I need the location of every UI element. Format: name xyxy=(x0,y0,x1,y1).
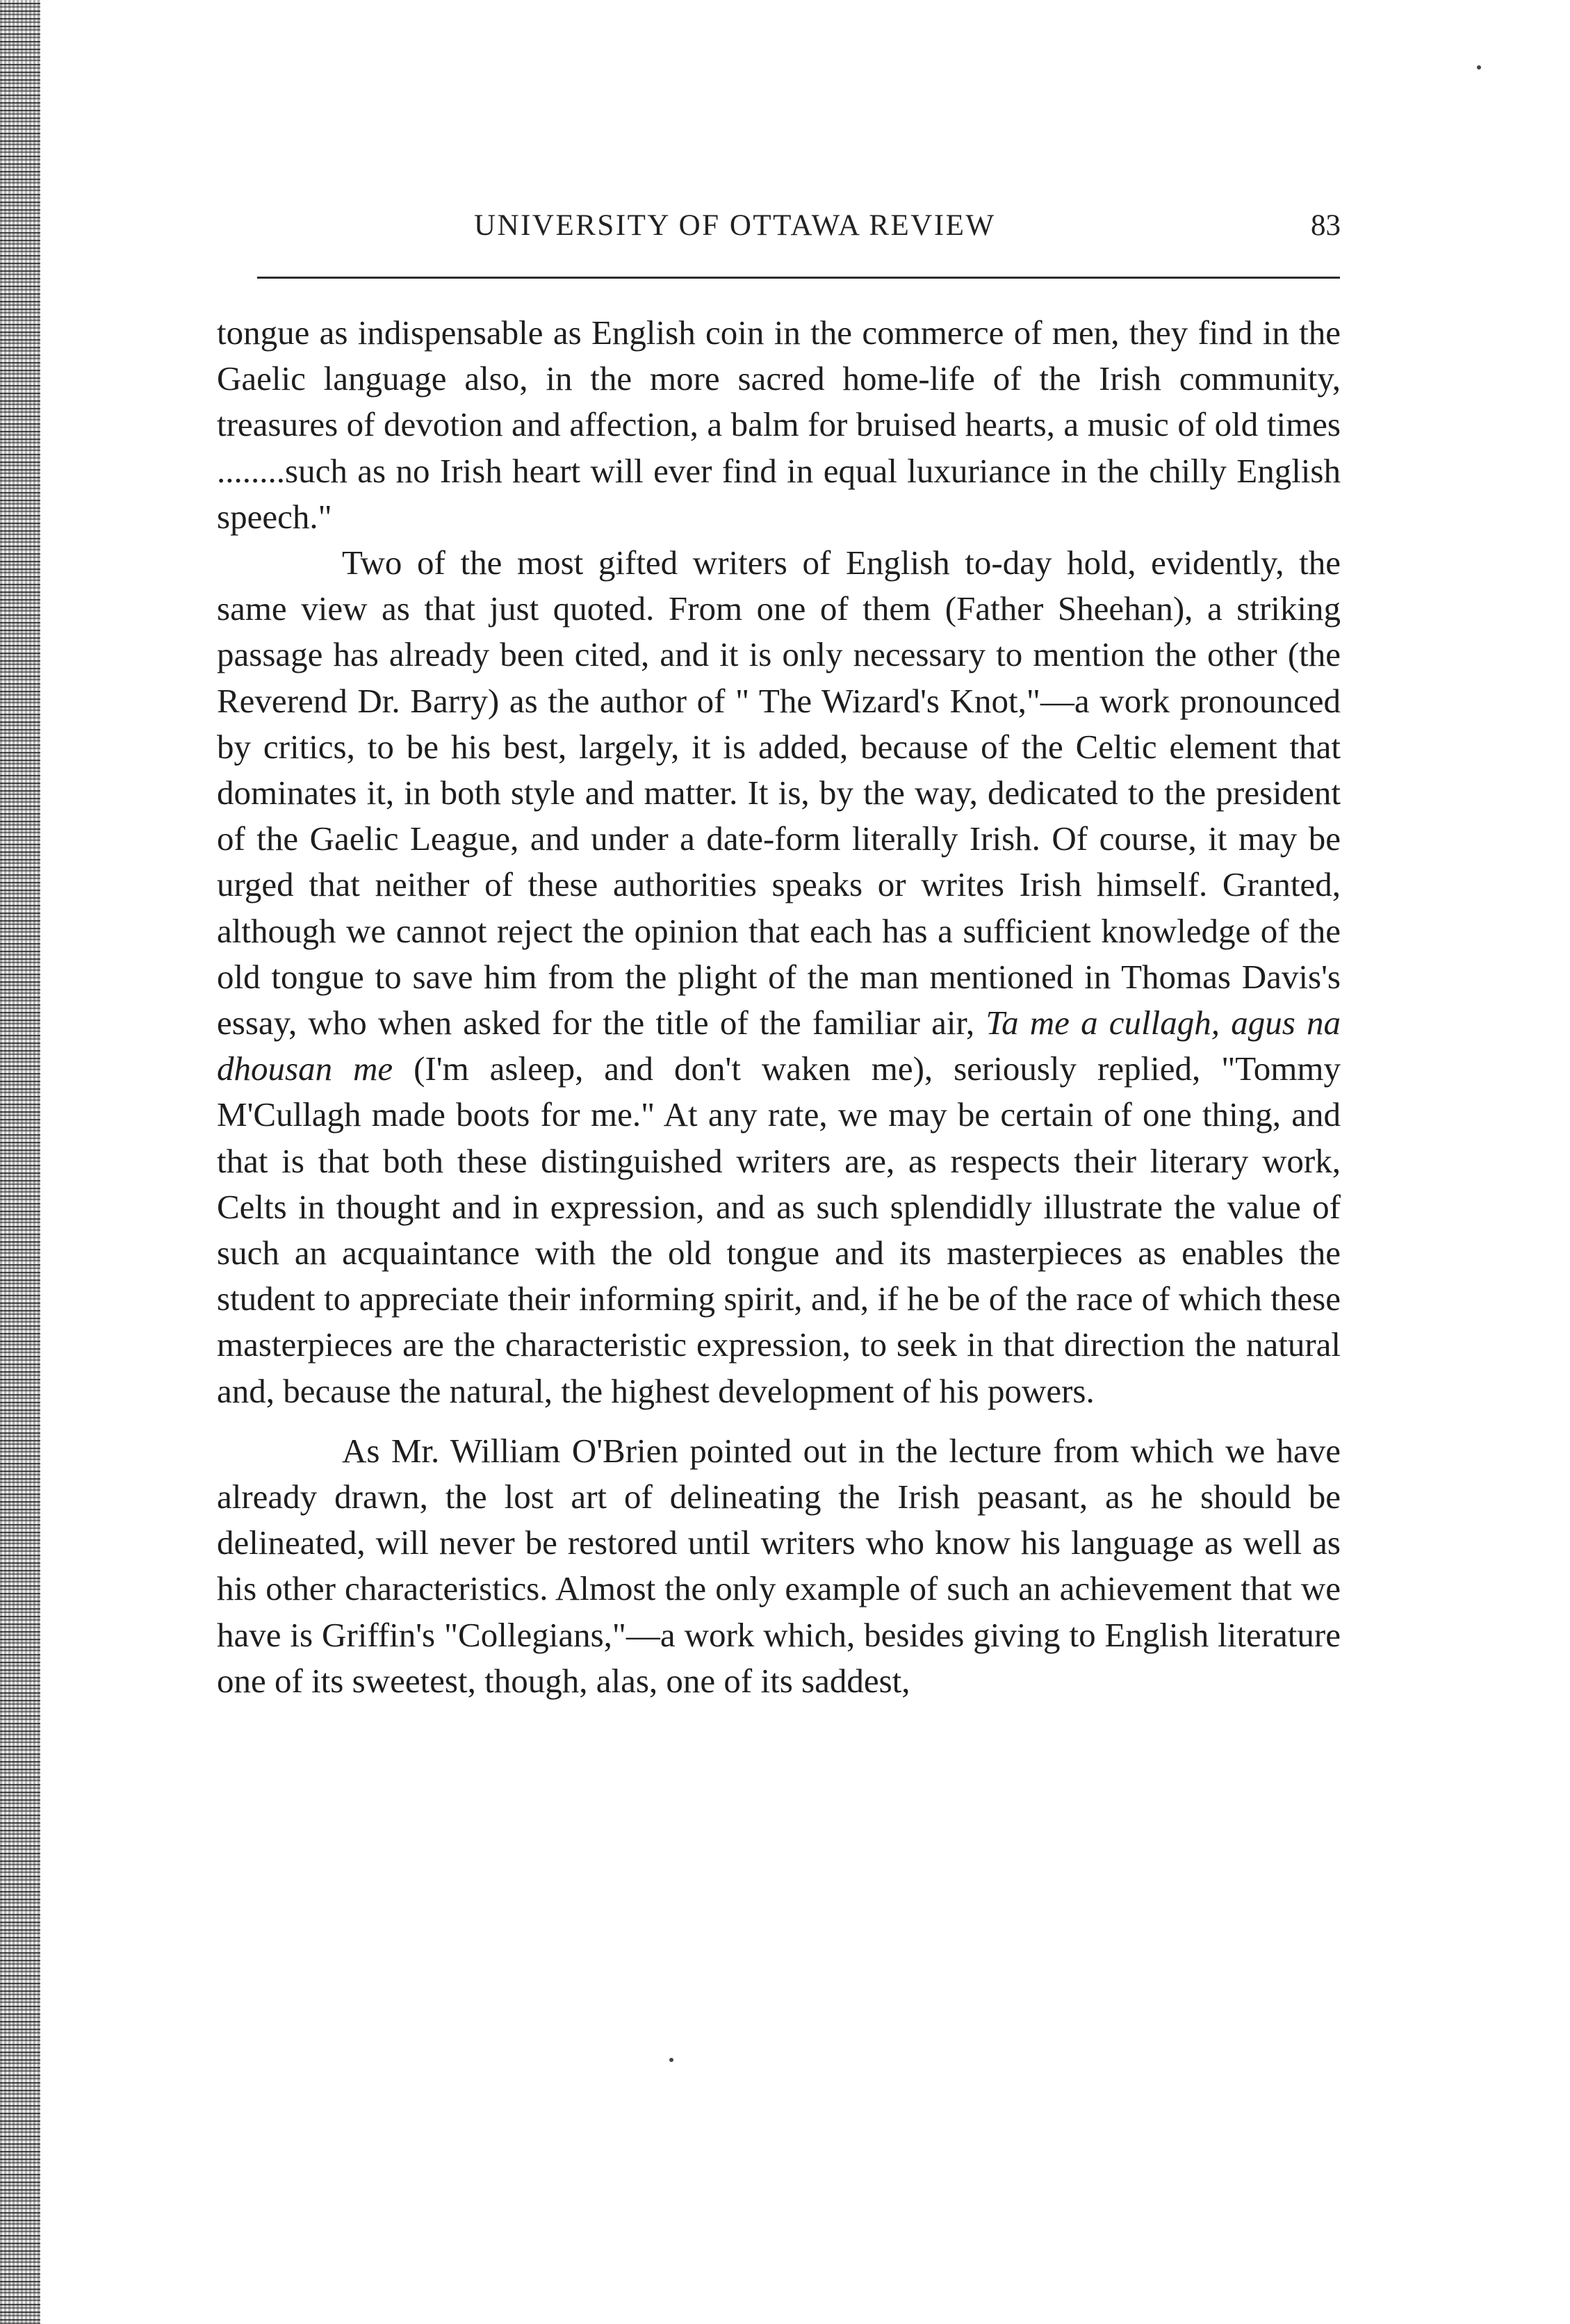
paragraph-2-text-b: (I'm asleep, and don't waken me), seriously replied, "Tommy M'Cullagh made boots for me." At any rate, we may be certain of one thing, and that is that both these distinguished writers are, as respects their literary work, Celts in thought and in expression, and as such splendidly illustrate the value of such an acquaintance with the old tongue and its masterpieces as enables the student to appreciate their informing spirit, and, if he be of the race of which these masterpieces are the characteristic expression, to seek in that direction the natural and, because the natural, the highest development of his powers. xyxy=(217,1049,1341,1410)
header-rule xyxy=(257,277,1340,279)
scanned-page-binding-edge xyxy=(0,0,40,2324)
scan-speck xyxy=(669,2058,673,2062)
irish-air-title: Ta me a cullagh, agus na dhousan me xyxy=(217,1004,1341,1088)
scan-speck xyxy=(1477,65,1481,69)
paragraph-2 xyxy=(217,540,1341,1414)
running-title: UNIVERSITY OF OTTAWA REVIEW xyxy=(474,209,996,242)
page-header xyxy=(217,202,1341,253)
page-number: 83 xyxy=(1311,209,1341,242)
paragraph-2-text-a: Two of the most gifted writers of English to-day hold, evidently, the same view as that just quoted. From one of them (Father Sheehan), a striking passage has already been cited, and it is only necessary to mention the other (the Reverend Dr. Barry) as the author of " The Wizard's Knot,"—a work pronounced by critics, to be his best, largely, it is added, because of the Celtic element that dominates it, in both style and matter. It is, by the way, dedicated to the president of the Gaelic League, and under a date-form literally Irish. Of course, it may be urged that neither of these authorities speaks or writes Irish himself. Granted, although we cannot reject the opinion that each has a sufficient knowledge of the old tongue to save him from the plight of the man mentioned in Thomas Davis's essay, who when asked for the title of the familiar air, xyxy=(217,543,1341,1042)
paragraph-1: tongue as indispensable as English coin in the commerce of men, they find in the Gaelic language also, in the more sacred home-life of the Irish community, treasures of devotion and affection, a balm for bruised hearts, a music of old times ........such as no Irish heart will ever find in equal luxuriance in the chilly English speech." xyxy=(217,313,1341,536)
paragraph-3: As Mr. William O'Brien pointed out in the lecture from which we have already drawn, the lost art of delineating the Irish peasant, as he should be delineated, will never be restored until writers who know his language as well as his other characteristics. Almost the only example of such an achievement that we have is Griffin's "Collegians,"—a work which, besides giving to English literature one of its sweetest, though, alas, one of its saddest, xyxy=(217,1431,1341,1700)
article-body xyxy=(217,310,1341,1704)
